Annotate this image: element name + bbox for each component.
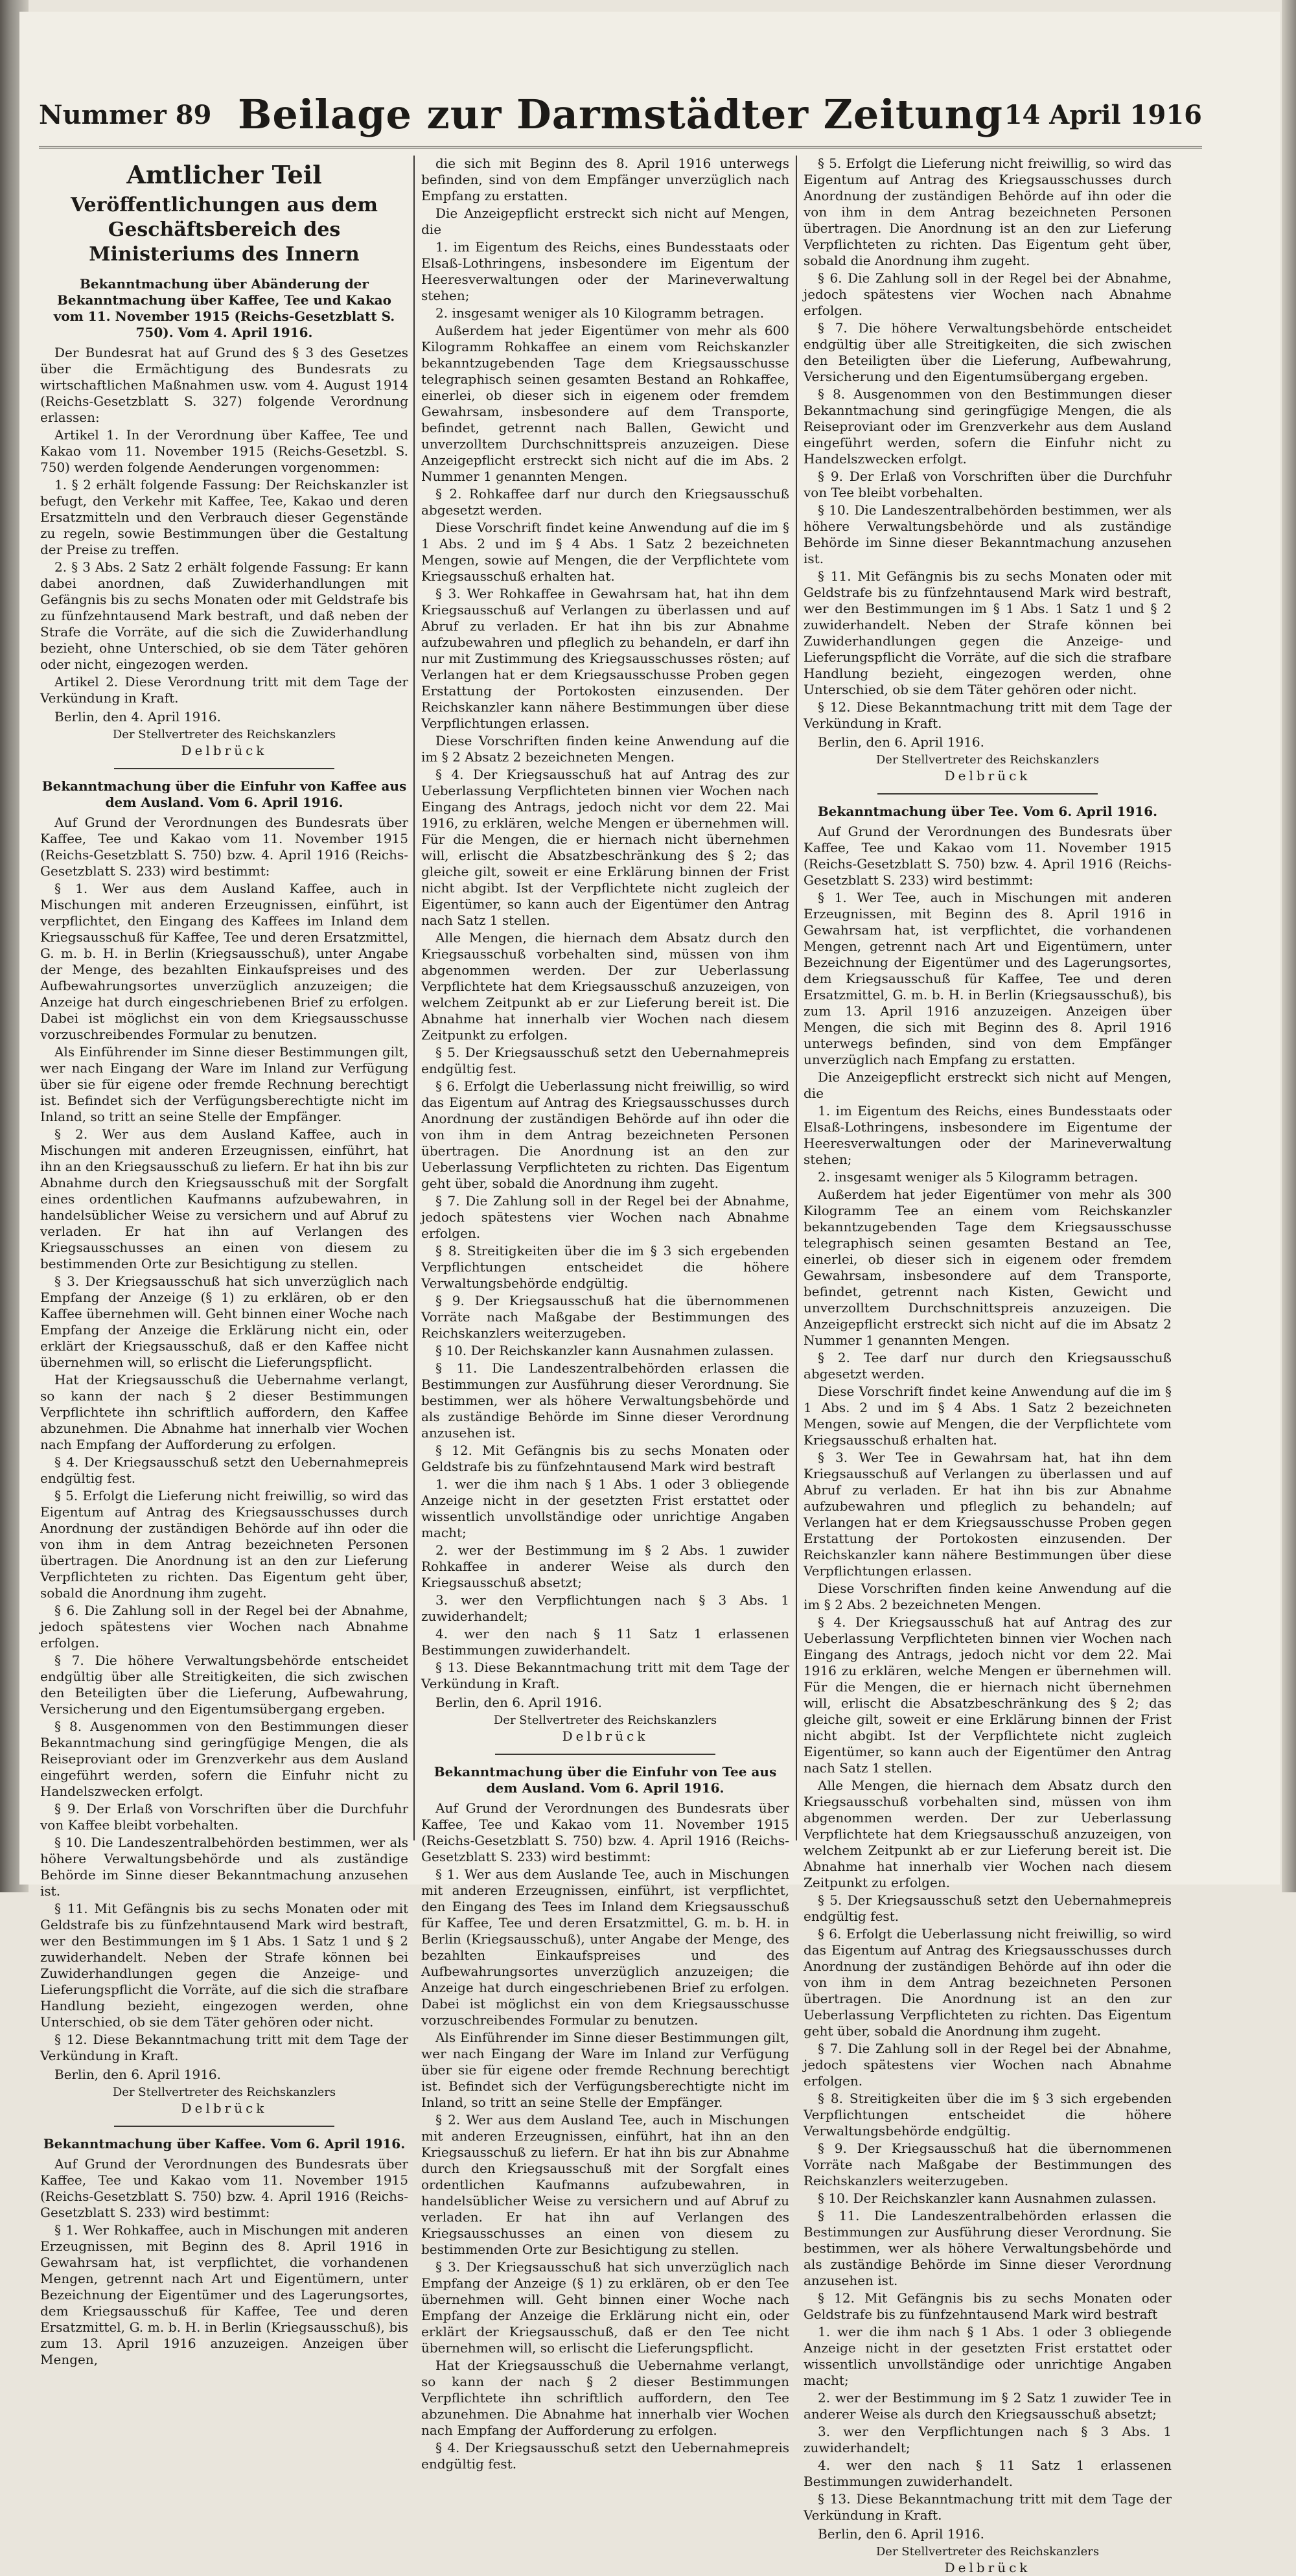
- paragraph: 2. § 3 Abs. 2 Satz 2 erhält folgende Fassung: Er kann dabei anordnen, daß Zuwiderhandlungen mit Gefängnis bis zu sechs Monaten oder mit Geldstrafe bis zu fünfzehntausend Mark bestraft, und daß neben der Strafe die Vorräte, auf die sich die Zuwiderhandlung bezieht, ohne Unterschied, ob sie dem Täter gehören oder nicht, eingezogen werden.: [40, 559, 408, 672]
- paragraph: § 5. Erfolgt die Lieferung nicht freiwillig, so wird das Eigentum auf Antrag des Kriegsausschusses durch Anordnung der zuständigen Behörde auf ihn oder die von ihm in dem Antrag bezeichneten Personen übertragen. Die Anordnung ist an den zur Lieferung Verpflichteten zu richten. Das Eigentum geht über, sobald die Anordnung ihm zugeht.: [40, 1488, 408, 1601]
- paragraph: Die Anzeigepflicht erstreckt sich nicht auf Mengen, die: [804, 1069, 1172, 1101]
- paragraph: § 7. Die höhere Verwaltungsbehörde entscheidet endgültig über alle Streitigkeiten, die sich zwischen den Beteiligten über die Lieferung, Aufbewahrung, Versicherung und den Eigentumsübergang ergeben.: [40, 1653, 408, 1717]
- signature-role: Der Stellvertreter des Reichskanzlers: [112, 2085, 336, 2099]
- separator: [114, 768, 335, 769]
- paragraph: 1. im Eigentum des Reichs, eines Bundesstaats oder Elsaß-Lothringens, insbesondere im Eigentume der Heeresverwaltungen oder der Marineverwaltung stehen;: [804, 1103, 1172, 1167]
- paragraph: § 11. Mit Gefängnis bis zu sechs Monaten oder mit Geldstrafe bis zu fünfzehntausend Mark wird bestraft, wer den Bestimmungen im § 1 Abs. 1 Satz 1 und § 2 zuwiderhandelt. Neben der Strafe können bei Zuwiderhandlungen gegen die Anzeige- und Lieferungspflicht die Vorräte, auf die sich die strafbare Handlung bezieht, eingezogen werden, ohne Unterschied, ob sie dem Täter gehören oder nicht.: [804, 568, 1172, 697]
- paragraph: Außerdem hat jeder Eigentümer von mehr als 600 Kilogramm Rohkaffee an einem vom Reichskanzler bekanntzugebenden Tage dem Kriegsausschusse telegraphisch seinen gesamten Bestand an Rohkaffee, einerlei, ob dieser sich in eigenem oder fremdem Gewahrsam, insbesondere auf dem Transporte, befindet, getrennt nach Ballen, Gewicht und unverzolltem Durchschnittspreis anzuzeigen. Diese Anzeigepflicht erstreckt sich nicht auf die im Abs. 2 Nummer 1 genannten Mengen.: [421, 323, 789, 484]
- paragraph: § 3. Wer Tee in Gewahrsam hat, hat ihn dem Kriegsausschuß auf Verlangen zu überlassen und auf Abruf zu verladen. Er hat ihn bis zur Abnahme aufzubewahren und pfleglich zu behandeln; auf Verlangen hat er dem Kriegsausschusse Proben gegen Erstattung der Portokosten einzusenden. Der Reichskanzler kann nähere Bestimmungen über diese Verpflichtungen erlassen.: [804, 1450, 1172, 1579]
- paragraph: § 9. Der Erlaß von Vorschriften über die Durchfuhr von Kaffee bleibt vorbehalten.: [40, 1801, 408, 1833]
- paragraph: § 8. Streitigkeiten über die im § 3 sich ergebenden Verpflichtungen entscheidet die höhere Verwaltungsbehörde endgültig.: [804, 2091, 1172, 2139]
- signature-place: Berlin, den 6. April 1916.: [54, 2067, 222, 2082]
- announcement-title: Bekanntmachung über Tee. Vom 6. April 1916.: [817, 804, 1158, 819]
- paragraph: Auf Grund der Verordnungen des Bundesrats über Kaffee, Tee und Kakao vom 11. November 1915 (Reichs-Gesetzblatt S. 750) bzw. 4. April 1916 (Reichs-Gesetzblatt S. 233) wird bestimmt:: [421, 1800, 789, 1864]
- paragraph: 4. wer den nach § 11 Satz 1 erlassenen Bestimmungen zuwiderhandelt.: [804, 2457, 1172, 2489]
- paragraph: Hat der Kriegsausschuß die Uebernahme verlangt, so kann der nach § 2 dieser Bestimmungen Verpflichtete ihn schriftlich auffordern, den Tee abzunehmen. Die Abnahme hat innerhalb vier Wochen nach Empfang der Aufforderung zu erfolgen.: [421, 2358, 789, 2438]
- paragraph: Auf Grund der Verordnungen des Bundesrats über Kaffee, Tee und Kakao vom 11. November 1915 (Reichs-Gesetzblatt S. 750) bzw. 4. April 1916 (Reichs-Gesetzblatt S. 233) wird bestimmt:: [804, 824, 1172, 888]
- announcement-title: Bekanntmachung über Kaffee. Vom 6. April 1916.: [43, 2136, 406, 2152]
- signature-role: Der Stellvertreter des Reichskanzlers: [875, 753, 1100, 767]
- paragraph: § 9. Der Kriegsausschuß hat die übernommenen Vorräte nach Maßgabe der Bestimmungen des Reichskanzlers weiterzugeben.: [421, 1293, 789, 1341]
- paragraph: 2. wer der Bestimmung im § 2 Satz 1 zuwider Tee in anderer Weise als durch den Kriegsausschuß absetzt;: [804, 2390, 1172, 2422]
- paragraph: § 4. Der Kriegsausschuß setzt den Uebernahmepreis endgültig fest.: [421, 2440, 789, 2472]
- paragraph: 2. insgesamt weniger als 5 Kilogramm betragen.: [818, 1169, 1139, 1185]
- paragraph: Artikel 1. In der Verordnung über Kaffee, Tee und Kakao vom 11. November 1915 (Reichs-Gesetzbl. S. 750) werden folgende Aenderungen vorgenommen:: [40, 427, 408, 475]
- paragraph: 3. wer den Verpflichtungen nach § 3 Abs. 1 zuwiderhandelt;: [421, 1592, 789, 1624]
- paragraph: Alle Mengen, die hiernach dem Absatz durch den Kriegsausschuß vorbehalten sind, müssen von ihm abgenommen werden. Der zur Ueberlassung Verpflichtete hat dem Kriegsausschuß anzuzeigen, von welchem Zeitpunkt ab er zur Lieferung bereit ist. Die Abnahme hat innerhalb vier Wochen nach diesem Zeitpunkt zu erfolgen.: [804, 1778, 1172, 1890]
- issue-date: 14 April 1916: [1004, 100, 1202, 130]
- paragraph: § 6. Die Zahlung soll in der Regel bei der Abnahme, jedoch spätestens vier Wochen nach Abnahme erfolgen.: [40, 1603, 408, 1651]
- paragraph: § 2. Wer aus dem Ausland Kaffee, auch in Mischungen mit anderen Erzeugnissen, einführt, hat ihn an den Kriegsausschuß zu liefern. Er hat ihn bis zur Abnahme durch den Kriegsausschuß mit der Sorgfalt eines ordentlichen Kaufmanns aufzubewahren, in handelsüblicher Weise zu versichern und auf Abruf zu verladen. Er hat ihn auf Verlangen des Kriegsausschusses an einen von diesem zu bestimmenden Orte zur Besichtigung zu stellen.: [40, 1126, 408, 1271]
- paragraph: § 10. Die Landeszentralbehörden bestimmen, wer als höhere Verwaltungsbehörde und als zuständige Behörde im Sinne dieser Bekanntmachung anzusehen ist.: [804, 502, 1172, 566]
- signature-name: Delbrück: [944, 2560, 1031, 2575]
- announcement-title: Bekanntmachung über die Einfuhr von Kaffee aus dem Ausland. Vom 6. April 1916.: [41, 778, 407, 810]
- separator: [877, 793, 1098, 795]
- paragraph: Als Einführender im Sinne dieser Bestimmungen gilt, wer nach Eingang der Ware im Inland zur Verfügung über sie für eigene oder fremde Rechnung berechtigt ist. Befindet sich der Verfügungsberechtigte nicht im Inland, so tritt an seine Stelle der Empfänger.: [421, 2030, 789, 2110]
- paragraph: 2. wer der Bestimmung im § 2 Abs. 1 zuwider Rohkaffee in anderer Weise als durch den Kriegsausschuß absetzt;: [421, 1542, 789, 1590]
- announcement-title: Bekanntmachung über die Einfuhr von Tee aus dem Ausland. Vom 6. April 1916.: [434, 1764, 777, 1796]
- paragraph: Die Anzeigepflicht erstreckt sich nicht auf Mengen, die: [421, 205, 789, 237]
- signature-place: Berlin, den 6. April 1916.: [818, 734, 985, 750]
- paragraph: Auf Grund der Verordnungen des Bundesrats über Kaffee, Tee und Kakao vom 11. November 1915 (Reichs-Gesetzblatt S. 750) bzw. 4. April 1916 (Reichs-Gesetzblatt S. 233) wird bestimmt:: [40, 815, 408, 879]
- paragraph: § 8. Ausgenommen von den Bestimmungen dieser Bekanntmachung sind geringfügige Mengen, die als Reiseproviant oder im Grenzverkehr aus dem Ausland eingeführt werden, sofern die Einfuhr nicht zu Handelszwecken erfolgt.: [40, 1719, 408, 1799]
- paragraph: § 12. Diese Bekanntmachung tritt mit dem Tage der Verkündung in Kraft.: [40, 2032, 408, 2063]
- paragraph: § 3. Wer Rohkaffee in Gewahrsam hat, hat ihn dem Kriegsausschuß auf Verlangen zu überlassen und auf Abruf zu verladen. Er hat ihn bis zur Abnahme aufzubewahren und pfleglich zu behandeln, er darf ihn nur mit Zustimmung des Kriegsausschusses rösten; auf Verlangen hat er dem Kriegsausschusse Proben gegen Erstattung der Portokosten einzusenden. Der Reichskanzler kann nähere Bestimmungen über diese Verpflichtungen erlassen.: [421, 586, 789, 731]
- paragraph: § 11. Die Landeszentralbehörden erlassen die Bestimmungen zur Ausführung dieser Verordnung. Sie bestimmen, wer als höhere Verwaltungsbehörde und als zuständige Behörde im Sinne dieser Verordnung anzusehen ist.: [421, 1360, 789, 1441]
- paragraph: § 6. Erfolgt die Ueberlassung nicht freiwillig, so wird das Eigentum auf Antrag des Kriegsausschusses durch Anordnung der zuständigen Behörde auf ihn oder die von ihm in dem Antrag bezeichneten Personen übertragen. Die Anordnung ist an den zur Ueberlassung Verpflichteten zu richten. Das Eigentum geht über, sobald die Anordnung ihm zugeht.: [804, 1926, 1172, 2039]
- paragraph: Diese Vorschrift findet keine Anwendung auf die im § 1 Abs. 2 und im § 4 Abs. 1 Satz 2 bezeichneten Mengen, sowie auf Mengen, die der Verpflichtete vom Kriegsausschuß erhalten hat.: [804, 1384, 1172, 1448]
- signature-role: Der Stellvertreter des Reichskanzlers: [875, 2545, 1100, 2559]
- paragraph: 1. wer die ihm nach § 1 Abs. 1 oder 3 obliegende Anzeige nicht in der gesetzten Frist erstattet oder wissentlich unvollständige oder unrichtige Angaben macht;: [804, 2324, 1172, 2388]
- page-edge-right: [1282, 0, 1296, 1892]
- column-2: [421, 156, 789, 2472]
- paragraph: § 10. Die Landeszentralbehörden bestimmen, wer als höhere Verwaltungsbehörde und als zuständige Behörde im Sinne dieser Bekanntmachung anzusehen ist.: [40, 1835, 408, 1899]
- signature-role: Der Stellvertreter des Reichskanzlers: [493, 1713, 717, 1727]
- separator: [114, 2126, 335, 2127]
- paragraph: § 12. Mit Gefängnis bis zu sechs Monaten oder Geldstrafe bis zu fünfzehntausend Mark wird bestraft: [421, 1443, 789, 1474]
- paragraph: 1. wer die ihm nach § 1 Abs. 1 oder 3 obliegende Anzeige nicht in der gesetzten Frist erstattet oder wissentlich unvollständige oder unrichtige Angaben macht;: [421, 1476, 789, 1540]
- paragraph: § 3. Der Kriegsausschuß hat sich unverzüglich nach Empfang der Anzeige (§ 1) zu erklären, ob er den Tee übernehmen will. Geht binnen einer Woche nach Empfang der Anzeige die Erklärung nicht ein, oder erklärt der Kriegsausschuß, daß er den Tee nicht übernehmen will, so erlischt die Lieferungspflicht.: [421, 2259, 789, 2356]
- paragraph: Der Bundesrat hat auf Grund des § 3 des Gesetzes über die Ermächtigung des Bundesrats zu wirtschaftlichen Maßnahmen usw. vom 4. August 1914 (Reichs-Gesetzblatt S. 327) folgende Verordnung erlassen:: [40, 345, 408, 425]
- paragraph: § 4. Der Kriegsausschuß hat auf Antrag des zur Ueberlassung Verpflichteten binnen vier Wochen nach Eingang des Antrags, jedoch nicht vor dem 22. Mai 1916 zu erklären, welche Mengen er übernehmen will. Für die Mengen, die er hiernach nicht übernehmen will, erlischt die Absatzbeschränkung des § 2; das gleiche gilt, soweit er eine Erklärung binnen der Frist nicht abgibt. Ist der Verpflichtete nicht zugleich Eigentümer, so kann auch der Eigentümer den Antrag nach Satz 1 stellen.: [804, 1614, 1172, 1776]
- paragraph: 4. wer den nach § 11 Satz 1 erlassenen Bestimmungen zuwiderhandelt.: [421, 1626, 789, 1658]
- column-rule: [796, 156, 797, 1840]
- paragraph: § 8. Streitigkeiten über die im § 3 sich ergebenden Verpflichtungen entscheidet die höhere Verwaltungsbehörde endgültig.: [421, 1243, 789, 1291]
- paragraph: Hat der Kriegsausschuß die Uebernahme verlangt, so kann der nach § 2 dieser Bestimmungen Verpflichtete ihn schriftlich auffordern, den Kaffee abzunehmen. Die Abnahme hat innerhalb vier Wochen nach Empfang der Aufforderung zu erfolgen.: [40, 1372, 408, 1452]
- paragraph: § 11. Mit Gefängnis bis zu sechs Monaten oder mit Geldstrafe bis zu fünfzehntausend Mark wird bestraft, wer den Bestimmungen im § 1 Abs. 1 Satz 1 und § 2 zuwiderhandelt. Neben der Strafe können bei Zuwiderhandlungen gegen die Anzeige- und Lieferungspflicht die Vorräte, auf die sich die strafbare Handlung bezieht, eingezogen werden, ohne Unterschied, ob sie dem Täter gehören oder nicht.: [40, 1901, 408, 2030]
- announcement-title: Bekanntmachung über Abänderung der Bekanntmachung über Kaffee, Tee und Kakao vom 11. November 1915 (Reichs-Gesetzblatt S. 750). Vom 4. April 1916.: [53, 276, 395, 340]
- paragraph: Als Einführender im Sinne dieser Bestimmungen gilt, wer nach Eingang der Ware im Inland zur Verfügung über sie für eigene oder fremde Rechnung berechtigt ist. Befindet sich der Verfügungsberechtigte nicht im Inland, so tritt an seine Stelle der Empfänger.: [40, 1044, 408, 1124]
- paragraph: § 8. Ausgenommen von den Bestimmungen dieser Bekanntmachung sind geringfügige Mengen, die als Reiseproviant oder im Grenzverkehr aus dem Ausland eingeführt werden, sofern die Einfuhr nicht zu Handelszwecken erfolgt.: [804, 386, 1172, 467]
- paragraph: Außerdem hat jeder Eigentümer von mehr als 300 Kilogramm Tee an einem vom Reichskanzler bekanntzugebenden Tage dem Kriegsausschusse telegraphisch seinen gesamten Bestand an Tee, einerlei, ob dieser sich in eigenem oder fremdem Gewahrsam, insbesondere auf dem Transporte, befindet, getrennt nach Kisten, Gewicht und unverzolltem Durchschnittspreis anzuzeigen. Die Anzeigepflicht erstreckt sich nicht auf die im Absatz 2 Nummer 1 genannten Mengen.: [804, 1187, 1172, 1348]
- paragraph: § 1. Wer aus dem Auslande Tee, auch in Mischungen mit anderen Erzeugnissen, einführt, ist verpflichtet, den Eingang des Tees im Inland dem Kriegsausschuß für Kaffee, Tee und deren Ersatzmittel, G. m. b. H. in Berlin (Kriegsausschuß), unter Angabe der Menge, des bezahlten Einkaufspreises und des Aufbewahrungsortes unverzüglich anzuzeigen; die Anzeige hat durch eingeschriebenen Brief zu erfolgen. Dabei ist möglichst ein von dem Kriegsausschusse vorzuschreibendes Formular zu benutzen.: [421, 1866, 789, 2028]
- newspaper-title: Beilage zur Darmstädter Zeitung: [237, 91, 1004, 138]
- paragraph: § 1. Wer Tee, auch in Mischungen mit anderen Erzeugnissen, mit Beginn des 8. April 1916 in Gewahrsam hat, ist verpflichtet, die vorhandenen Mengen, getrennt nach Art und Eigentümern, unter Bezeichnung der Eigentümer und des Lagerungsortes, dem Kriegsausschuß für Kaffee, Tee und deren Ersatzmittel, G. m. b. H. in Berlin (Kriegsausschuß), bis zum 13. April 1916 anzuzeigen. Anzeigen über Mengen, die sich mit Beginn des 8. April 1916 unterwegs befinden, sind von dem Empfänger unverzüglich nach Empfang zu erstatten.: [804, 890, 1172, 1067]
- section-heading: Amtlicher Teil: [126, 160, 322, 189]
- paragraph: § 13. Diese Bekanntmachung tritt mit dem Tage der Verkündung in Kraft.: [421, 1660, 789, 1691]
- paragraph: Diese Vorschriften finden keine Anwendung auf die im § 2 Abs. 2 bezeichneten Mengen.: [804, 1581, 1172, 1612]
- issue-number: Nummer 89: [39, 100, 212, 130]
- paragraph: § 9. Der Erlaß von Vorschriften über die Durchfuhr von Tee bleibt vorbehalten.: [804, 469, 1172, 500]
- signature-name: Delbrück: [944, 768, 1031, 783]
- signature-place: Berlin, den 6. April 1916.: [818, 2526, 985, 2542]
- paragraph: § 1. Wer aus dem Ausland Kaffee, auch in Mischungen mit anderen Erzeugnissen, einführt, ist verpflichtet, den Eingang des Kaffees im Inland dem Kriegsausschuß für Kaffee, Tee und deren Ersatzmittel, G. m. b. H. in Berlin (Kriegsausschuß), unter Angabe der Menge, des bezahlten Einkaufspreises und des Aufbewahrungsortes unverzüglich anzuzeigen; die Anzeige hat durch eingeschriebenen Brief zu erfolgen. Dabei ist möglichst ein von dem Kriegsausschusse vorzuschreibendes Formular zu benutzen.: [40, 881, 408, 1042]
- paragraph: § 2. Rohkaffee darf nur durch den Kriegsausschuß abgesetzt werden.: [421, 486, 789, 518]
- signature-name: Delbrück: [562, 1728, 649, 1744]
- masthead-rule: [39, 146, 1202, 148]
- signature-name: Delbrück: [181, 743, 268, 758]
- signature-place: Berlin, den 6. April 1916.: [435, 1695, 603, 1710]
- paragraph: § 6. Die Zahlung soll in der Regel bei der Abnahme, jedoch spätestens vier Wochen nach Abnahme erfolgen.: [804, 270, 1172, 318]
- signature-name: Delbrück: [181, 2100, 268, 2116]
- paragraph: § 10. Der Reichskanzler kann Ausnahmen zulassen.: [435, 1343, 774, 1358]
- column-3: [804, 156, 1172, 2575]
- paragraph: § 2. Tee darf nur durch den Kriegsausschuß abgesetzt werden.: [804, 1350, 1172, 1382]
- paragraph: § 1. Wer Rohkaffee, auch in Mischungen mit anderen Erzeugnissen, mit Beginn des 8. April 1916 in Gewahrsam hat, ist verpflichtet, die vorhandenen Mengen, getrennt nach Art und Eigentümern, unter Bezeichnung der Eigentümer und des Lagerungsortes, dem Kriegsausschuß für Kaffee, Tee und deren Ersatzmittel, G. m. b. H. in Berlin (Kriegsausschuß), bis zum 13. April 1916 anzuzeigen. Anzeigen über Mengen,: [40, 2222, 408, 2367]
- paragraph: § 5. Erfolgt die Lieferung nicht freiwillig, so wird das Eigentum auf Antrag des Kriegsausschusses durch Anordnung der zuständigen Behörde auf ihn oder die von ihm in dem Antrag bezeichneten Personen übertragen. Die Anordnung ist an den zur Lieferung Verpflichteten zu richten. Das Eigentum geht über, sobald die Anordnung ihm zugeht.: [804, 156, 1172, 268]
- paragraph: 2. insgesamt weniger als 10 Kilogramm betragen.: [435, 305, 765, 321]
- paragraph: § 2. Wer aus dem Ausland Tee, auch in Mischungen mit anderen Erzeugnissen, einführt, hat ihn an den Kriegsausschuß zu liefern. Er hat ihn bis zur Abnahme durch den Kriegsausschuß mit der Sorgfalt eines ordentlichen Kaufmanns aufzubewahren, in handelsüblicher Weise zu versichern und auf Abruf zu verladen. Er hat ihn auf Verlangen des Kriegsausschusses an einen von diesem zu bestimmenden Orte zur Besichtigung zu stellen.: [421, 2112, 789, 2257]
- paragraph: § 13. Diese Bekanntmachung tritt mit dem Tage der Verkündung in Kraft.: [804, 2491, 1172, 2523]
- paragraph: § 7. Die Zahlung soll in der Regel bei der Abnahme, jedoch spätestens vier Wochen nach Abnahme erfolgen.: [421, 1193, 789, 1241]
- paragraph: § 4. Der Kriegsausschuß hat auf Antrag des zur Ueberlassung Verpflichteten binnen vier Wochen nach Eingang des Antrags, jedoch nicht vor dem 22. Mai 1916, zu erklären, welche Mengen er übernehmen will. Für die Mengen, die er hiernach nicht übernehmen will, erlischt die Absatzbeschränkung des § 2; das gleiche gilt, soweit er eine Erklärung binnen der Frist nicht abgibt. Ist der Verpflichtete nicht zugleich der Eigentümer, so kann auch der Eigentümer den Antrag nach Satz 1 stellen.: [421, 767, 789, 928]
- paragraph: § 7. Die höhere Verwaltungsbehörde entscheidet endgültig über alle Streitigkeiten, die sich zwischen den Beteiligten über die Lieferung, Aufbewahrung, Versicherung und den Eigentumsübergang ergeben.: [804, 320, 1172, 384]
- paragraph: Diese Vorschrift findet keine Anwendung auf die im § 1 Abs. 2 und im § 4 Abs. 1 Satz 2 bezeichneten Mengen, sowie auf Mengen, die der Verpflichtete vom Kriegsausschuß erhalten hat.: [421, 520, 789, 584]
- paragraph: § 4. Der Kriegsausschuß setzt den Uebernahmepreis endgültig fest.: [40, 1454, 408, 1486]
- paragraph: die sich mit Beginn des 8. April 1916 unterwegs befinden, sind von dem Empfänger unverzüglich nach Empfang zu erstatten.: [421, 156, 789, 203]
- paragraph: § 12. Diese Bekanntmachung tritt mit dem Tage der Verkündung in Kraft.: [804, 699, 1172, 731]
- section-subheading: Veröffentlichungen aus dem Geschäftsbereich des Ministeriums des Innern: [70, 194, 378, 266]
- paragraph: § 3. Der Kriegsausschuß hat sich unverzüglich nach Empfang der Anzeige (§ 1) zu erklären, ob er den Kaffee übernehmen will. Geht binnen einer Woche nach Empfang der Anzeige die Erklärung nicht ein, oder erklärt der Kriegsausschuß, daß er den Kaffee nicht übernehmen will, so erlischt die Lieferungspflicht.: [40, 1273, 408, 1370]
- paragraph: § 11. Die Landeszentralbehörden erlassen die Bestimmungen zur Ausführung dieser Verordnung. Sie bestimmen, wer als höhere Verwaltungsbehörde und als zuständige Behörde im Sinne dieser Verordnung anzusehen ist.: [804, 2208, 1172, 2288]
- paragraph: § 12. Mit Gefängnis bis zu sechs Monaten oder Geldstrafe bis zu fünfzehntausend Mark wird bestraft: [804, 2290, 1172, 2322]
- paragraph: § 9. Der Kriegsausschuß hat die übernommenen Vorräte nach Maßgabe der Bestimmungen des Reichskanzlers weiterzugeben.: [804, 2141, 1172, 2188]
- paragraph: Diese Vorschriften finden keine Anwendung auf die im § 2 Absatz 2 bezeichneten Mengen.: [421, 733, 789, 765]
- signature-place: Berlin, den 4. April 1916.: [54, 709, 222, 725]
- paragraph: Auf Grund der Verordnungen des Bundesrats über Kaffee, Tee und Kakao vom 11. November 1915 (Reichs-Gesetzblatt S. 750) bzw. 4. April 1916 (Reichs-Gesetzblatt S. 233) wird bestimmt:: [40, 2156, 408, 2220]
- separator: [495, 1754, 716, 1755]
- paragraph: Artikel 2. Diese Verordnung tritt mit dem Tage der Verkündung in Kraft.: [40, 674, 408, 706]
- paragraph: 1. im Eigentum des Reichs, eines Bundesstaats oder Elsaß-Lothringens, insbesondere im Eigentum der Heeresverwaltungen oder der Marineverwaltung stehen;: [421, 239, 789, 303]
- paragraph: § 5. Der Kriegsausschuß setzt den Uebernahmepreis endgültig fest.: [804, 1892, 1172, 1924]
- paragraph: 3. wer den Verpflichtungen nach § 3 Abs. 1 zuwiderhandelt;: [804, 2424, 1172, 2455]
- paragraph: § 10. Der Reichskanzler kann Ausnahmen zulassen.: [818, 2190, 1157, 2206]
- paragraph: § 5. Der Kriegsausschuß setzt den Uebernahmepreis endgültig fest.: [421, 1045, 789, 1076]
- paragraph: § 6. Erfolgt die Ueberlassung nicht freiwillig, so wird das Eigentum auf Antrag des Kriegsausschusses durch Anordnung der zuständigen Behörde auf ihn oder die von ihm in dem Antrag bezeichneten Personen übertragen. Die Anordnung ist an den zur Ueberlassung Verpflichteten zu richten. Das Eigentum geht über, sobald die Anordnung ihm zugeht.: [421, 1078, 789, 1191]
- paragraph: 1. § 2 erhält folgende Fassung: Der Reichskanzler ist befugt, den Verkehr mit Kaffee, Tee, Kakao und deren Ersatzmitteln und den Verbrauch dieser Gegenstände zu regeln, sowie Bestimmungen über die Gestaltung der Preise zu treffen.: [40, 477, 408, 557]
- paragraph: § 7. Die Zahlung soll in der Regel bei der Abnahme, jedoch spätestens vier Wochen nach Abnahme erfolgen.: [804, 2041, 1172, 2089]
- column-1: [40, 156, 408, 2367]
- column-rule: [413, 156, 415, 1840]
- signature-role: Der Stellvertreter des Reichskanzlers: [112, 728, 336, 741]
- masthead: [39, 91, 1202, 143]
- paragraph: Alle Mengen, die hiernach dem Absatz durch den Kriegsausschuß vorbehalten sind, müssen von ihm abgenommen werden. Der zur Ueberlassung Verpflichtete hat dem Kriegsausschuß anzuzeigen, von welchem Zeitpunkt ab er zur Lieferung bereit ist. Die Abnahme hat innerhalb vier Wochen nach diesem Zeitpunkt zu erfolgen.: [421, 930, 789, 1043]
